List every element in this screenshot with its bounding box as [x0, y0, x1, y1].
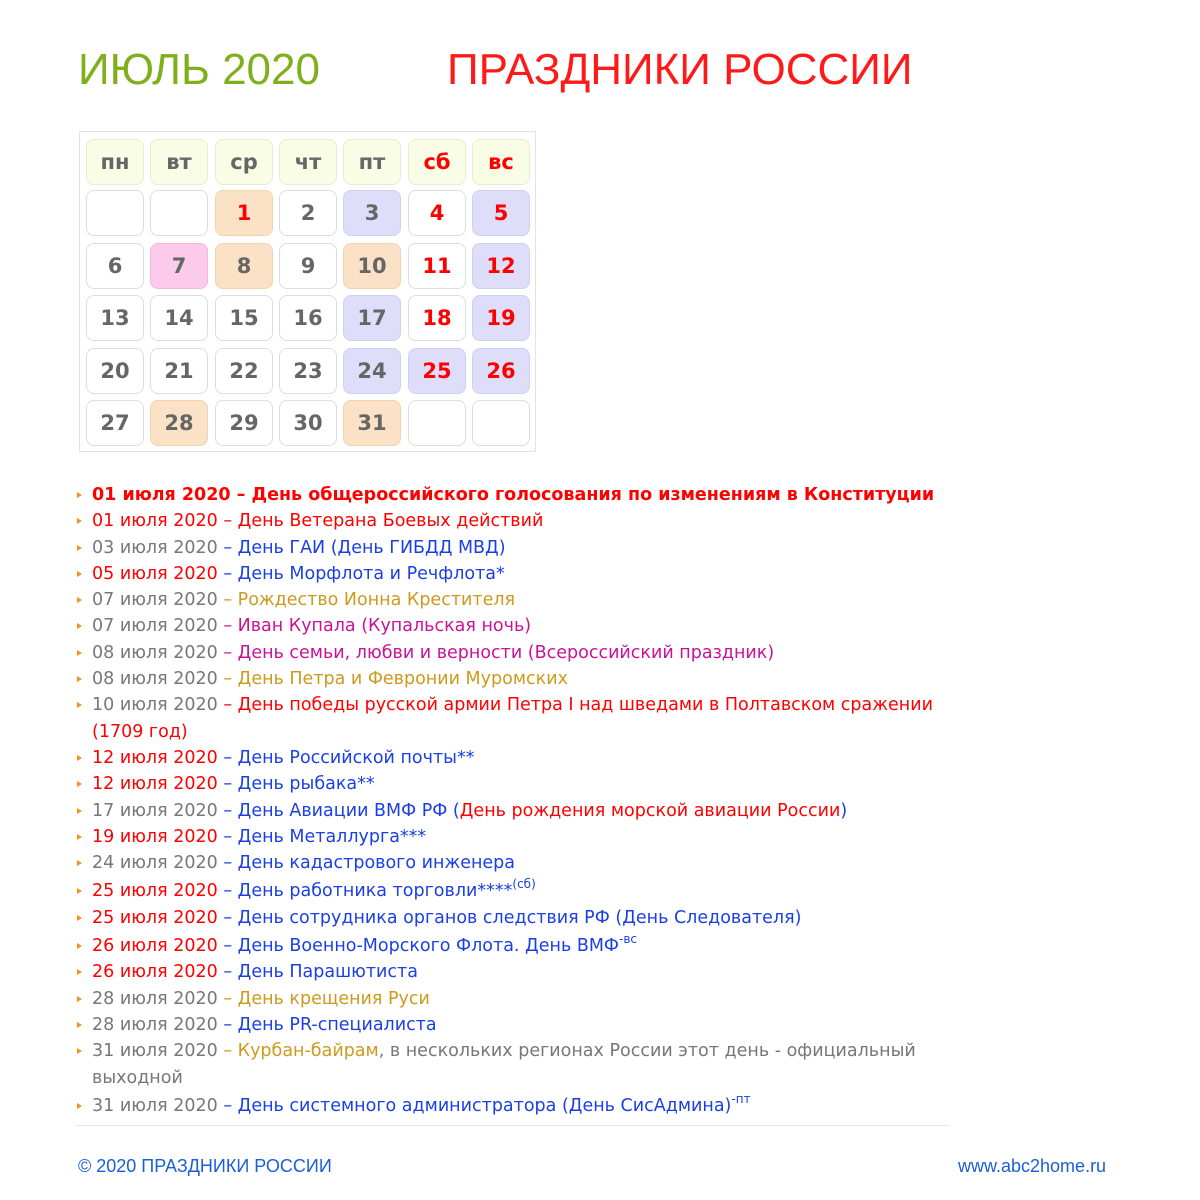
bullet-icon	[77, 702, 82, 708]
holiday-list	[76, 482, 956, 1119]
bullet-icon	[77, 860, 82, 866]
weekday-header: ср	[215, 139, 273, 185]
bullet-icon	[77, 755, 82, 761]
holiday-name: День Военно-Морского Флота. День ВМФ	[237, 936, 619, 957]
date-separator: –	[217, 962, 238, 983]
calendar-day[interactable]: 24	[343, 348, 401, 394]
date-separator: –	[217, 590, 238, 611]
holiday-item	[76, 850, 956, 876]
holiday-name: День рыбака**	[237, 774, 375, 795]
holiday-name: День рождения морской авиации России	[459, 800, 841, 821]
calendar-day[interactable]: 25	[408, 348, 466, 394]
calendar-empty-cell	[472, 400, 530, 446]
calendar-day[interactable]: 9	[279, 243, 337, 289]
holiday-item	[76, 933, 956, 959]
weekday-header: вт	[150, 139, 208, 185]
calendar-day[interactable]: 28	[150, 400, 208, 446]
date-separator: –	[217, 774, 238, 795]
calendar-empty-cell	[150, 190, 208, 236]
holiday-date: 08 июля 2020	[92, 669, 218, 690]
bullet-icon	[77, 808, 82, 814]
calendar-day[interactable]: 7	[150, 243, 208, 289]
holiday-date: 26 июля 2020	[92, 936, 218, 957]
bullet-icon	[77, 650, 82, 656]
calendar-grid	[79, 131, 536, 452]
holiday-name: )	[840, 800, 848, 821]
holiday-date: 07 июля 2020	[92, 590, 218, 611]
holiday-item	[76, 905, 956, 931]
calendar-day[interactable]: 21	[150, 348, 208, 394]
holiday-item	[76, 959, 956, 985]
calendar-day[interactable]: 16	[279, 295, 337, 341]
calendar-day[interactable]: 23	[279, 348, 337, 394]
calendar-day[interactable]: 8	[215, 243, 273, 289]
weekday-header: чт	[279, 139, 337, 185]
page-title: ПРАЗДНИКИ РОССИИ	[447, 45, 913, 94]
date-separator: –	[217, 747, 238, 768]
holiday-date: 19 июля 2020	[92, 826, 218, 847]
bullet-icon	[77, 915, 82, 921]
calendar-day[interactable]: 14	[150, 295, 208, 341]
bullet-icon	[77, 1103, 82, 1109]
date-separator: –	[217, 642, 238, 663]
calendar-day[interactable]: 30	[279, 400, 337, 446]
holiday-name: День Парашютиста	[237, 962, 418, 983]
holiday-date: 01 июля 2020	[92, 511, 218, 532]
calendar-day[interactable]: 26	[472, 348, 530, 394]
holiday-item	[76, 561, 956, 587]
calendar-day[interactable]: 13	[86, 295, 144, 341]
date-separator: –	[217, 1014, 238, 1035]
holiday-date: 03 июля 2020	[92, 537, 218, 558]
calendar-day[interactable]: 5	[472, 190, 530, 236]
bullet-icon	[77, 996, 82, 1002]
holiday-name: , в нескольких регионах России этот день - официальный выходной	[92, 1041, 916, 1088]
holiday-name: День PR-специалиста	[237, 1014, 437, 1035]
holiday-name: Иван Купала (Купальская ночь)	[237, 616, 532, 637]
bullet-icon	[77, 969, 82, 975]
calendar-day[interactable]: 1	[215, 190, 273, 236]
calendar-day[interactable]: 12	[472, 243, 530, 289]
bullet-icon	[77, 781, 82, 787]
holiday-item	[76, 508, 956, 534]
holiday-name: День сотрудника органов следствия РФ (День Следователя)	[237, 907, 802, 928]
holiday-item	[76, 587, 956, 613]
holiday-name: Рождество Ионна Крестителя	[237, 590, 516, 611]
holiday-date: 26 июля 2020	[92, 962, 218, 983]
holiday-item	[76, 666, 956, 692]
holiday-item	[76, 1038, 956, 1091]
date-separator: –	[217, 695, 238, 716]
holiday-item	[76, 745, 956, 771]
holiday-name: День семьи, любви и верности (Всероссийский праздник)	[237, 642, 775, 663]
calendar-day[interactable]: 15	[215, 295, 273, 341]
holiday-name: День Металлурга***	[237, 826, 427, 847]
date-separator: –	[217, 537, 238, 558]
holiday-date: 25 июля 2020	[92, 907, 218, 928]
holiday-item	[76, 878, 956, 904]
holiday-date: 05 июля 2020	[92, 563, 218, 584]
holiday-item	[76, 692, 956, 745]
footer-divider	[76, 1125, 950, 1126]
calendar-day[interactable]: 31	[343, 400, 401, 446]
holiday-name: День крещения Руси	[237, 988, 430, 1009]
holiday-date: 28 июля 2020	[92, 1014, 218, 1035]
holiday-date: 12 июля 2020	[92, 774, 218, 795]
date-separator: –	[217, 511, 238, 532]
weekday-header: пн	[86, 139, 144, 185]
holiday-item	[76, 640, 956, 666]
calendar-empty-cell	[86, 190, 144, 236]
date-separator: –	[217, 826, 238, 847]
holiday-date: 01 июля 2020	[92, 485, 231, 505]
date-separator: –	[217, 881, 238, 902]
bullet-icon	[77, 1022, 82, 1028]
holiday-item	[76, 613, 956, 639]
holiday-name: День Петра и Февронии Муромских	[237, 669, 568, 690]
bullet-icon	[77, 943, 82, 949]
date-separator: –	[217, 669, 238, 690]
footer-site-link[interactable]: www.abc2home.ru	[958, 1156, 1107, 1176]
weekday-header: вс	[472, 139, 530, 185]
date-separator: –	[217, 907, 238, 928]
holiday-name: День системного администратора (День СисАдмина)	[237, 1095, 732, 1116]
holiday-date: 17 июля 2020	[92, 800, 218, 821]
bullet-icon	[77, 597, 82, 603]
holiday-item	[76, 771, 956, 797]
bullet-icon	[77, 492, 82, 498]
holiday-name: День Российской почты**	[237, 747, 475, 768]
holiday-item	[76, 482, 956, 508]
date-separator: –	[217, 563, 238, 584]
holiday-note: -вс	[618, 932, 637, 947]
holiday-date: 31 июля 2020	[92, 1041, 218, 1062]
holiday-name: День общероссийского голосования по изменениям в Конституции	[251, 485, 935, 505]
holiday-item	[76, 824, 956, 850]
calendar-day[interactable]: 2	[279, 190, 337, 236]
date-separator: –	[217, 1095, 238, 1116]
bullet-icon	[77, 623, 82, 629]
date-separator: –	[217, 988, 238, 1009]
calendar-day[interactable]: 19	[472, 295, 530, 341]
calendar-day[interactable]: 18	[408, 295, 466, 341]
date-separator: –	[217, 1041, 238, 1062]
holiday-name: День ГАИ (День ГИБДД МВД)	[237, 537, 506, 558]
calendar-empty-cell	[408, 400, 466, 446]
calendar-day[interactable]: 10	[343, 243, 401, 289]
calendar-day[interactable]: 3	[343, 190, 401, 236]
month-title: ИЮЛЬ 2020	[78, 45, 320, 94]
calendar-day[interactable]: 20	[86, 348, 144, 394]
weekday-header: сб	[408, 139, 466, 185]
holiday-item	[76, 1012, 956, 1038]
bullet-icon	[77, 888, 82, 894]
calendar-day[interactable]: 17	[343, 295, 401, 341]
date-separator: –	[217, 853, 238, 874]
holiday-name: Курбан-байрам	[237, 1041, 379, 1062]
holiday-date: 25 июля 2020	[92, 881, 218, 902]
holiday-name: День работника торговли****	[237, 881, 513, 902]
calendar-day[interactable]: 4	[408, 190, 466, 236]
bullet-icon	[77, 834, 82, 840]
date-separator: –	[217, 936, 238, 957]
holiday-date: 12 июля 2020	[92, 747, 218, 768]
holiday-date: 08 июля 2020	[92, 642, 218, 663]
date-separator: –	[217, 616, 238, 637]
holiday-date: 24 июля 2020	[92, 853, 218, 874]
bullet-icon	[77, 518, 82, 524]
holiday-name: День Морфлота и Речфлота*	[237, 563, 505, 584]
date-separator: –	[217, 800, 238, 821]
holiday-date: 10 июля 2020	[92, 695, 218, 716]
holiday-item	[76, 1093, 956, 1119]
calendar-day[interactable]: 11	[408, 243, 466, 289]
holiday-date: 07 июля 2020	[92, 616, 218, 637]
bullet-icon	[77, 676, 82, 682]
holiday-note: (сб)	[512, 877, 536, 892]
holiday-note: -пт	[731, 1091, 751, 1106]
holiday-item	[76, 798, 956, 824]
bullet-icon	[77, 545, 82, 551]
calendar-day[interactable]: 6	[86, 243, 144, 289]
calendar-day[interactable]: 27	[86, 400, 144, 446]
calendar-day[interactable]: 29	[215, 400, 273, 446]
weekday-header: пт	[343, 139, 401, 185]
holiday-name: День победы русской армии Петра I над шведами в Полтавском сражении (1709 год)	[92, 695, 933, 742]
holiday-date: 31 июля 2020	[92, 1095, 218, 1116]
bullet-icon	[77, 1048, 82, 1054]
holiday-item	[76, 535, 956, 561]
holiday-name: День Авиации ВМФ РФ (	[237, 800, 460, 821]
date-separator: –	[230, 485, 252, 505]
holiday-name: День кадастрового инженера	[237, 853, 516, 874]
holiday-date: 28 июля 2020	[92, 988, 218, 1009]
footer-copyright: © 2020 ПРАЗДНИКИ РОССИИ	[78, 1156, 332, 1176]
calendar-day[interactable]: 22	[215, 348, 273, 394]
holiday-name: День Ветерана Боевых действий	[237, 511, 544, 532]
holiday-item	[76, 986, 956, 1012]
bullet-icon	[77, 571, 82, 577]
